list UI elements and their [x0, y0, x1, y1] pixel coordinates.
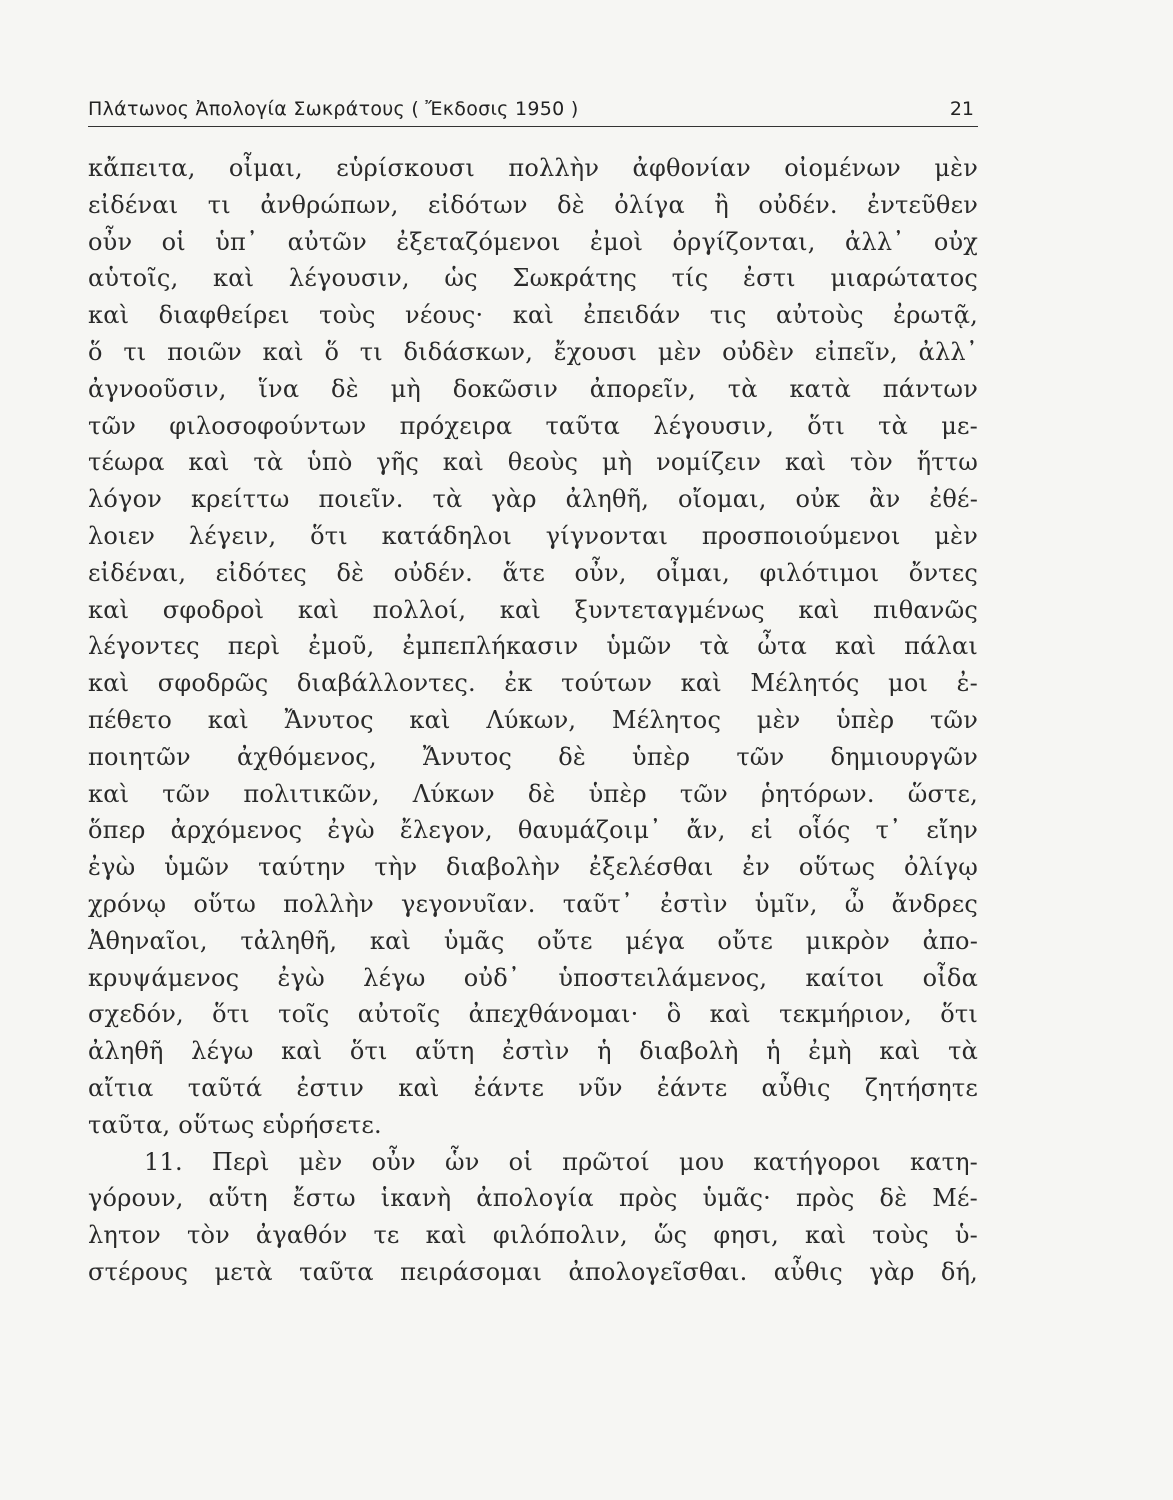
text-line: σχεδόν, ὅτι τοῖς αὐτοῖς ἀπεχθάνομαι· ὃ καὶ τεκμήριον, ὅτι: [88, 1000, 978, 1029]
text-line: καὶ σφοδροὶ καὶ πολλοί, καὶ ξυντεταγμένως καὶ πιθανῶς: [88, 595, 978, 624]
text-line: λοιεν λέγειν, ὅτι κατάδηλοι γίγνονται προσποιούμενοι μὲν: [88, 521, 978, 550]
text-line: ἐγὼ ὑμῶν ταύτην τὴν διαβολὴν ἐξελέσθαι ἐν οὕτως ὀλίγῳ: [88, 853, 978, 882]
text-line: οὖν οἱ ὑπ᾽ αὐτῶν ἐξεταζόμενοι ἐμοὶ ὀργίζονται, ἀλλ᾽ οὐχ: [88, 227, 978, 256]
text-line: αὑτοῖς, καὶ λέγουσιν, ὡς Σωκράτης τίς ἐστι μιαρώτατος: [88, 264, 978, 293]
text-line: καὶ τῶν πολιτικῶν, Λύκων δὲ ὑπὲρ τῶν ῥητόρων. ὥστε,: [88, 779, 978, 808]
text-line: κἄπειτα, οἶμαι, εὑρίσκουσι πολλὴν ἀφθονίαν οἰομένων μὲν: [88, 154, 978, 182]
text-line: κρυψάμενος ἐγὼ λέγω οὐδ᾽ ὑποστειλάμενος, καίτοι οἶδα: [88, 963, 978, 992]
running-header: [88, 98, 978, 127]
paragraph-end-line: ταῦτα, οὕτως εὑρήσετε.: [88, 1110, 382, 1139]
text-line: λέγοντες περὶ ἐμοῦ, ἐμπεπλήκασιν ὑμῶν τὰ ὦτα καὶ πάλαι: [88, 632, 978, 661]
main-text: [88, 150, 978, 1291]
text-line: τέωρα καὶ τὰ ὑπὸ γῆς καὶ θεοὺς μὴ νομίζειν καὶ τὸν ἥττω: [88, 448, 978, 477]
text-line: χρόνῳ οὕτω πολλὴν γεγονυῖαν. ταῦτ᾽ ἐστὶν ὑμῖν, ὦ ἄνδρες: [88, 889, 978, 918]
text-line: γόρουν, αὕτη ἔστω ἱκανὴ ἀπολογία πρὸς ὑμᾶς· πρὸς δὲ Μέ-: [88, 1184, 978, 1213]
text-line: εἰδέναι τι ἀνθρώπων, εἰδότων δὲ ὀλίγα ἢ οὐδέν. ἐντεῦθεν: [88, 190, 978, 219]
text-line: ἀγνοοῦσιν, ἵνα δὲ μὴ δοκῶσιν ἀπορεῖν, τὰ κατὰ πάντων: [88, 374, 978, 403]
text-line: ὅ τι ποιῶν καὶ ὅ τι διδάσκων, ἔχουσι μὲν οὐδὲν εἰπεῖν, ἀλλ᾽: [88, 337, 978, 366]
text-line: λητον τὸν ἀγαθόν τε καὶ φιλόπολιν, ὥς φησι, καὶ τοὺς ὑ-: [88, 1221, 978, 1250]
text-line: ὅπερ ἀρχόμενος ἐγὼ ἔλεγον, θαυμάζοιμ᾽ ἄν, εἰ οἷός τ᾽ εἴην: [88, 816, 978, 845]
text-line: ἀληθῆ λέγω καὶ ὅτι αὕτη ἐστὶν ἡ διαβολὴ ἡ ἐμὴ καὶ τὰ: [88, 1037, 978, 1066]
text-line: τῶν φιλοσοφούντων πρόχειρα ταῦτα λέγουσιν, ὅτι τὰ με-: [88, 411, 978, 440]
text-line: Ἀθηναῖοι, τἀληθῆ, καὶ ὑμᾶς οὔτε μέγα οὔτε μικρὸν ἀπο-: [88, 926, 978, 955]
section-11-start-line: 11. Περὶ μὲν οὖν ὧν οἱ πρῶτοί μου κατήγοροι κατη-: [144, 1147, 978, 1176]
text-line: λόγον κρείττω ποιεῖν. τὰ γὰρ ἀληθῆ, οἴομαι, οὐκ ἂν ἐθέ-: [88, 485, 978, 514]
text-line: εἰδέναι, εἰδότες δὲ οὐδέν. ἅτε οὖν, οἶμαι, φιλότιμοι ὄντες: [88, 558, 978, 587]
text-line: ποιητῶν ἀχθόμενος, Ἄνυτος δὲ ὑπὲρ τῶν δημιουργῶν: [88, 742, 978, 771]
page-number: 21: [949, 98, 974, 120]
text-line: αἴτια ταῦτά ἐστιν καὶ ἐάντε νῦν ἐάντε αὖθις ζητήσητε: [88, 1073, 978, 1102]
text-line: στέρους μετὰ ταῦτα πειράσομαι ἀπολογεῖσθαι. αὖθις γὰρ δή,: [88, 1257, 978, 1286]
header-title: Πλάτωνος Ἀπολογία Σωκράτους ( Ἔκδοσις 1950 ): [88, 98, 579, 120]
text-line: καὶ διαφθείρει τοὺς νέους· καὶ ἐπειδάν τις αὐτοὺς ἐρωτᾷ,: [88, 301, 978, 330]
text-line: πέθετο καὶ Ἄνυτος καὶ Λύκων, Μέλητος μὲν ὑπὲρ τῶν: [88, 705, 978, 734]
text-line: καὶ σφοδρῶς διαβάλλοντες. ἐκ τούτων καὶ Μέλητός μοι ἐ-: [88, 669, 978, 698]
